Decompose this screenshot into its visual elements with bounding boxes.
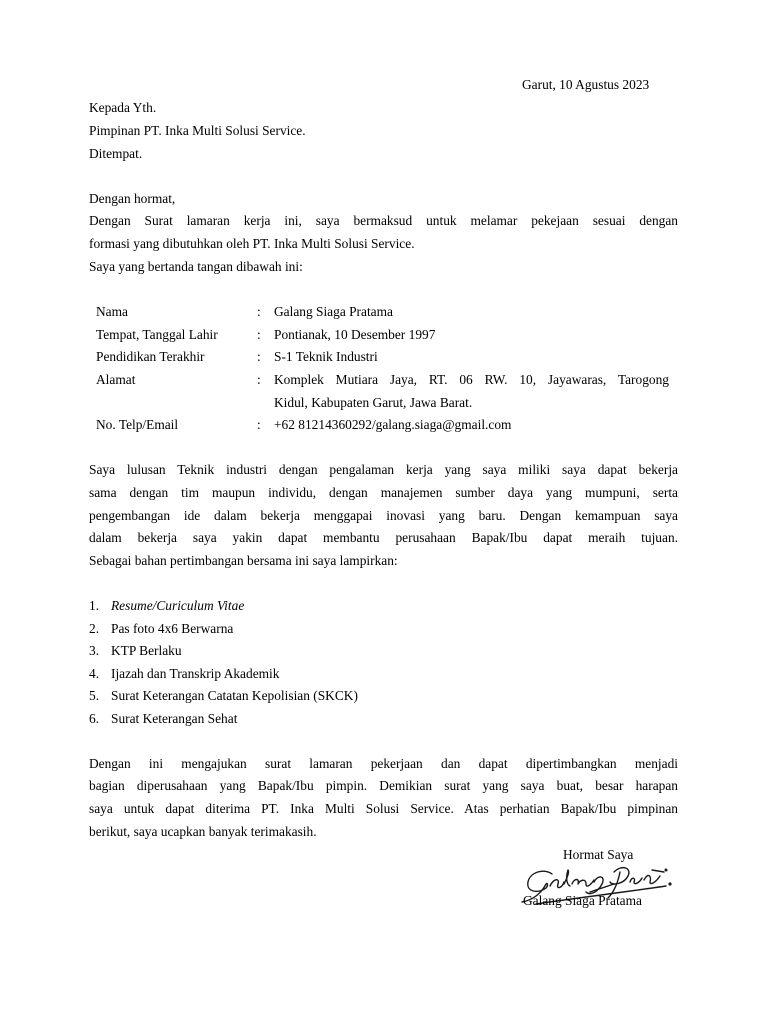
address-value-line-1: Komplek Mutiara Jaya, RT. 06 RW. 10, Jayawaras, Tarogong — [274, 372, 669, 387]
name-label: Nama — [96, 304, 128, 319]
birth-label: Tempat, Tanggal Lahir — [96, 327, 218, 342]
signature-name: Galang Siaga Pratama — [523, 893, 642, 908]
letter-date: Garut, 10 Agustus 2023 — [522, 77, 650, 92]
body-line-3: pengembangan ide dalam bekerja menggapai inovasi yang baru. Dengan kemampuan saya — [89, 508, 678, 523]
birth-value: Pontianak, 10 Desember 1997 — [274, 327, 436, 342]
closing-line-1: Dengan ini mengajukan surat lamaran pekerjaan dan dapat dipertimbangkan menjadi — [89, 756, 678, 771]
attachment-number: 4. — [89, 666, 100, 681]
contact-value: +62 81214360292/galang.siaga@gmail.com — [274, 417, 512, 432]
attachment-item: Surat Keterangan Catatan Kepolisian (SKCK) — [111, 688, 358, 703]
signature-closing: Hormat Saya — [563, 847, 634, 862]
recipient-line-3: Ditempat. — [89, 146, 143, 161]
intro-line-1: Dengan Surat lamaran kerja ini, saya bermaksud untuk melamar pekejaan sesuai dengan — [89, 213, 678, 228]
attachment-number: 2. — [89, 621, 100, 636]
recipient-line-1: Kepada Yth. — [89, 100, 157, 115]
attachment-item: Resume/Curiculum Vitae — [111, 598, 245, 613]
attachment-item: KTP Berlaku — [111, 643, 182, 658]
name-value: Galang Siaga Pratama — [274, 304, 393, 319]
education-separator: : — [257, 349, 261, 364]
attachment-number: 1. — [89, 598, 100, 613]
body-line-4: dalam bekerja saya yakin dapat membantu perusahaan Bapak/Ibu dapat meraih tujuan. — [89, 530, 678, 545]
intro-line-2: formasi yang dibutuhkan oleh PT. Inka Multi Solusi Service. — [89, 236, 415, 251]
education-value: S-1 Teknik Industri — [274, 349, 378, 364]
attachment-item: Surat Keterangan Sehat — [111, 711, 238, 726]
address-value-line-2: Kidul, Kabupaten Garut, Jawa Barat. — [274, 395, 473, 410]
address-label: Alamat — [96, 372, 136, 387]
attachment-number: 6. — [89, 711, 100, 726]
closing-line-3: saya untuk dapat diterima PT. Inka Multi Solusi Service. Atas perhatian Bapak/Ibu pimpinan — [89, 801, 678, 816]
attachment-item: Ijazah dan Transkrip Akademik — [111, 666, 280, 681]
closing-line-2: bagian diperusahaan yang Bapak/Ibu pimpin. Demikian surat yang saya buat, besar harapan — [89, 778, 678, 793]
body-line-5: Sebagai bahan pertimbangan bersama ini saya lampirkan: — [89, 553, 398, 568]
greeting: Dengan hormat, — [89, 191, 176, 206]
contact-separator: : — [257, 417, 261, 432]
contact-label: No. Telp/Email — [96, 417, 179, 432]
name-separator: : — [257, 304, 261, 319]
closing-line-4: berikut, saya ucapkan banyak terimakasih. — [89, 824, 317, 839]
address-separator: : — [257, 372, 261, 387]
attachment-number: 5. — [89, 688, 100, 703]
birth-separator: : — [257, 327, 261, 342]
intro-line-3: Saya yang bertanda tangan dibawah ini: — [89, 259, 303, 274]
education-label: Pendidikan Terakhir — [96, 349, 205, 364]
recipient-line-2: Pimpinan PT. Inka Multi Solusi Service. — [89, 123, 306, 138]
attachment-item: Pas foto 4x6 Berwarna — [111, 621, 234, 636]
body-line-2: sama dengan tim maupun individu, dengan manajemen sumber daya yang mumpuni, serta — [89, 485, 678, 500]
attachment-number: 3. — [89, 643, 100, 658]
body-line-1: Saya lulusan Teknik industri dengan pengalaman kerja yang saya miliki saya dapat bekerja — [89, 462, 678, 477]
